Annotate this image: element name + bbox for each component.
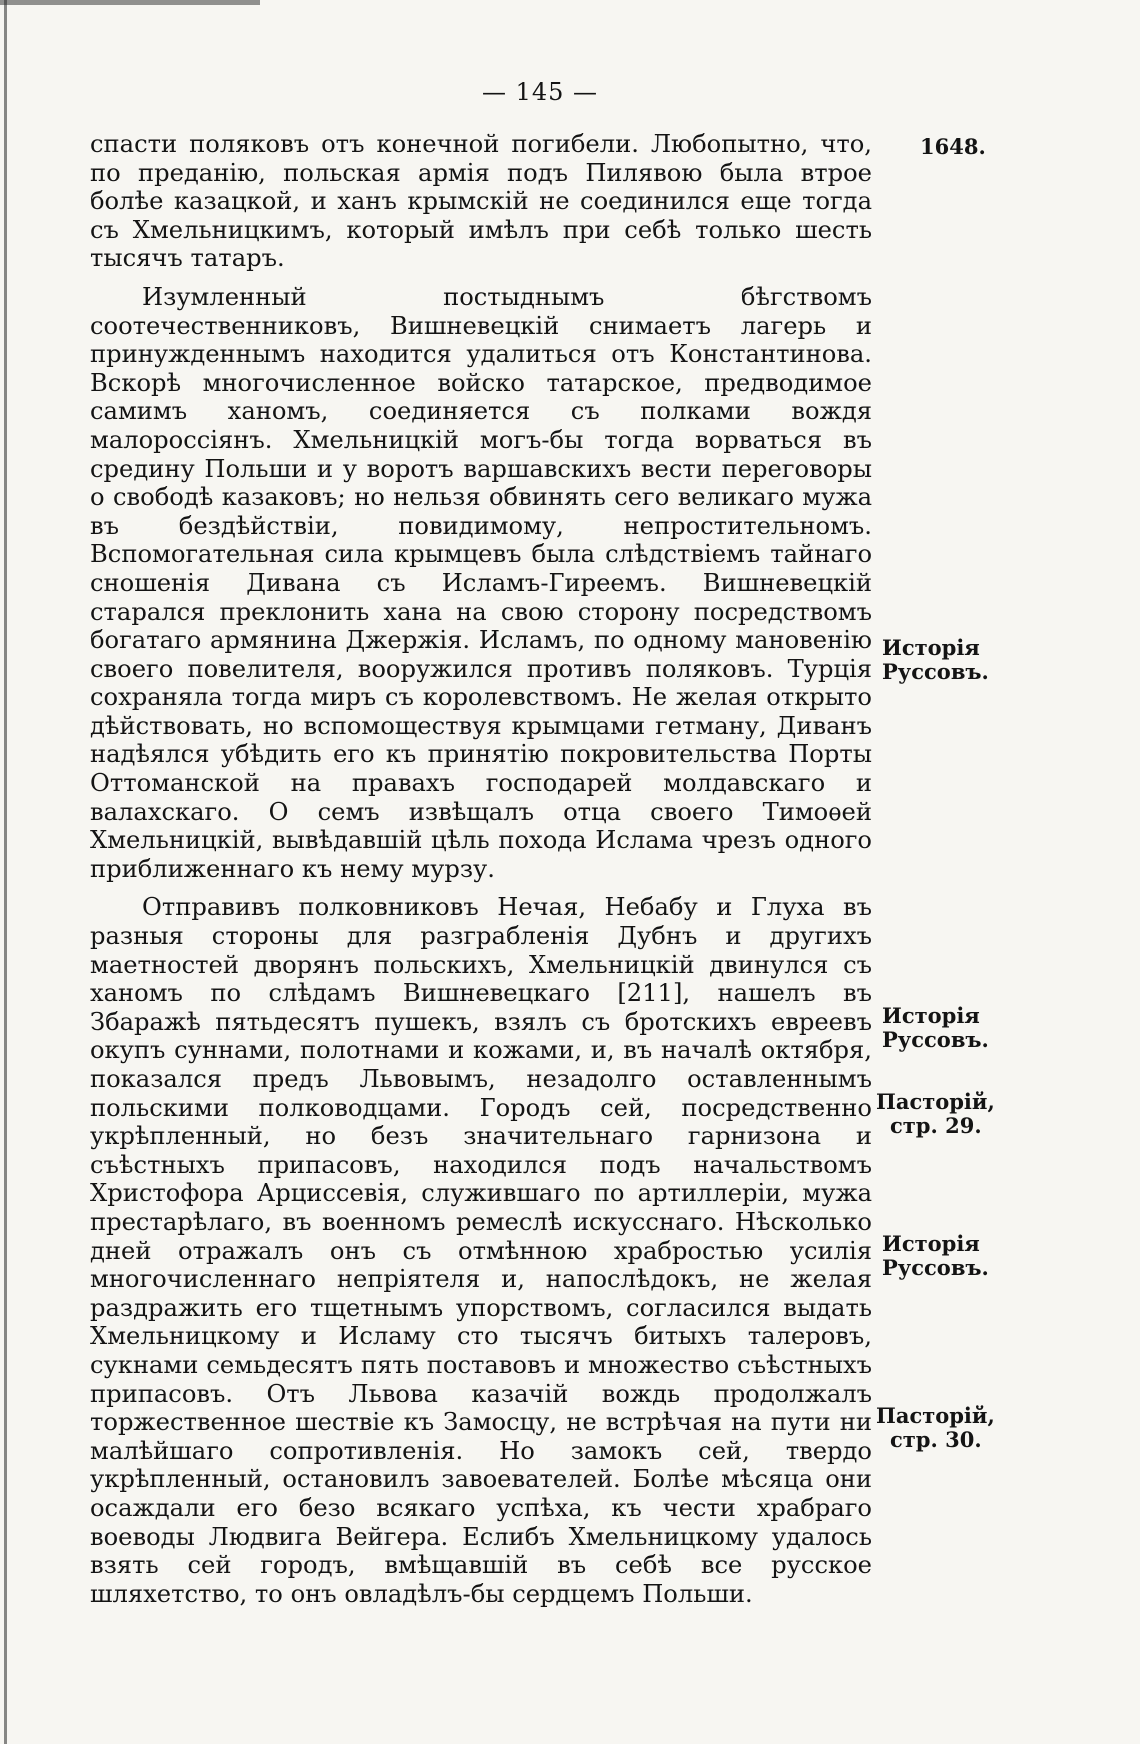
- paragraph-3: Отправивъ полковниковъ Нечая, Небабу и Глуха въ разныя стороны для разграбленія Дубнъ и другихъ маетностей дворянъ польскихъ, Хмельницкій двинулся съ ханомъ по слѣдамъ Вишневецкаго [211], нашелъ въ Збаражѣ пятьдесятъ пушекъ, взялъ съ бротскихъ евреевъ окупъ суннами, полотнами и кожами, и, въ началѣ октября, показался предъ Львовымъ, незадолго оставленнымъ польскими полководцами. Городъ сей, посредственно укрѣпленный, но безъ значительнаго гарнизона и съѣстныхъ припасовъ, находился подъ начальствомъ Христофора Арциссевія, служившаго по артиллеріи, мужа престарѣлаго, въ военномъ ремеслѣ искусснаго. Нѣсколько дней отражалъ онъ съ отмѣнною храбростью усилія многочисленнаго непріятеля и, напослѣдокъ, не желая раздражить его тщетнымъ упорствомъ, согласился выдать Хмельницкому и Исламу сто тысячъ битыхъ талеровъ, сукнами семьдесятъ пять поставовъ и множество съѣстныхъ припасовъ. Отъ Львова казачій вождь продолжалъ торжественное шествіе къ Замосцу, не встрѣчая на пути ни малѣйшаго сопротивленія. Но замокъ сей, твердо укрѣпленный, остановилъ завоевателей. Болѣе мѣсяца они осаждали его безо всякаго успѣха, къ чести храбраго воеводы Людвига Вейгера. Еслибъ Хмельницкому удалось взять сей городъ, вмѣщавшій въ себѣ все русское шляхетство, то онъ овладѣлъ-бы сердцемъ Польши.: [90, 893, 872, 1608]
- paragraph-2: Изумленный постыднымъ бѣгствомъ соотечественниковъ, Вишневецкій снимаетъ лагерь и принужденнымъ находится удалиться отъ Константинова. Вскорѣ многочисленное войско татарское, предводимое самимъ ханомъ, соединяется съ полками вождя малороссіянъ. Хмельницкій могъ-бы тогда ворваться въ средину Польши и у воротъ варшавскихъ вести переговоры о свободѣ казаковъ; но нельзя обвинять сего великаго мужа въ бездѣйствіи, повидимому, непростительномъ. Вспомогательная сила крымцевъ была слѣдствіемъ тайнаго сношенія Дивана съ Исламъ-Гиреемъ. Вишневецкій старался преклонить хана на свою сторону посредствомъ богатаго армянина Джержія. Исламъ, по одному мановенію своего повелителя, вооружился противъ поляковъ. Турція сохраняла тогда миръ съ королевствомъ. Не желая открыто дѣйствовать, но вспомоществуя крымцами гетману, Диванъ надѣялся убѣдить его къ принятію покровительства Порты Оттоманской на правахъ господарей молдавскаго и валахскаго. О семъ извѣщалъ отца своего Тимоѳей Хмельницкій, вывѣдавшій цѣль похода Ислама чрезъ одного приближеннаго къ нему мурзу.: [90, 282, 872, 883]
- margin-note-4: Исторія Руссовъ.: [882, 1231, 989, 1280]
- scan-edge-top: [0, 0, 260, 5]
- margin-note-2: Исторія Руссовъ.: [882, 1003, 989, 1052]
- margin-note-5: Пасторій, стр. 30.: [876, 1403, 995, 1452]
- scan-edge-left: [4, 0, 7, 1744]
- margin-year: 1648.: [920, 134, 986, 159]
- margin-note-3: Пасторій, стр. 29.: [876, 1089, 995, 1138]
- paragraph-1: спасти поляковъ отъ конечной погибели. Любопытно, что, по преданію, польская армія подъ Пилявою была втрое болѣе казацкой, и ханъ крымскій не соединился еще тогда съ Хмельницкимъ, который имѣлъ при себѣ только шесть тысячъ татаръ.: [90, 130, 872, 273]
- body-text: [90, 130, 872, 1618]
- page-number: — 145 —: [481, 78, 599, 106]
- margin-note-1: Исторія Руссовъ.: [882, 635, 989, 684]
